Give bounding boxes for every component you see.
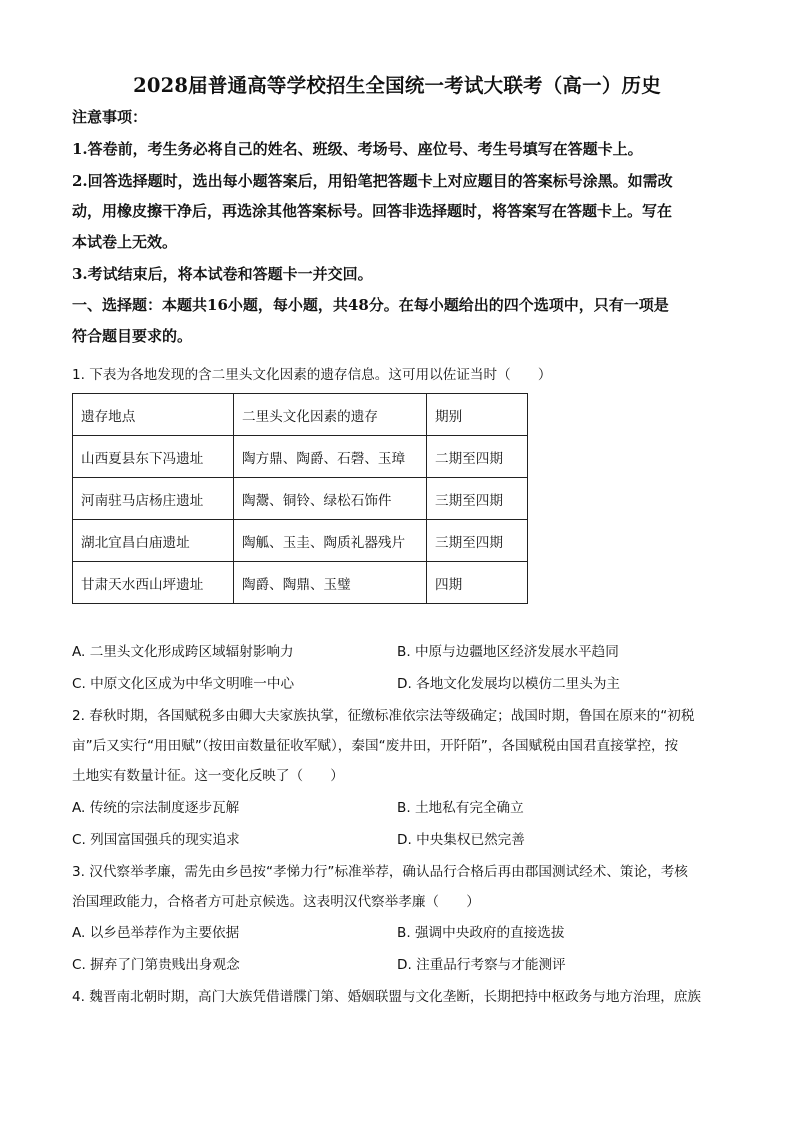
- question-1-option-c: C. 中原文化区成为中华文明唯一中心: [72, 676, 295, 692]
- section-1-line-2: 符合题目要求的。: [72, 327, 193, 345]
- question-1-option-b: B. 中原与边疆地区经济发展水平趋同: [397, 644, 619, 660]
- table-row: [73, 520, 528, 562]
- table-row: [73, 562, 528, 604]
- table-row: [73, 436, 528, 478]
- question-3-option-b: B. 强调中央政府的直接选拔: [397, 925, 565, 941]
- table-cell: 三期至四期: [427, 520, 528, 562]
- table-row: [73, 478, 528, 520]
- question-2-option-d: D. 中央集权已然完善: [397, 832, 525, 848]
- table-header-cell: 期别: [427, 394, 528, 436]
- table-cell: 甘肃天水西山坪遗址: [73, 562, 234, 604]
- question-2-option-c: C. 列国富国强兵的现实追求: [72, 832, 240, 848]
- question-4-line-1: 4. 魏晋南北朝时期，高门大族凭借谱牒门第、婚姻联盟与文化垄断，长期把持中枢政务与地方治理，庶族: [72, 989, 702, 1005]
- question-2-line-3: 土地实有数量计征。这一变化反映了（ ）: [72, 768, 344, 784]
- question-3-option-d: D. 注重品行考察与才能测评: [397, 957, 566, 973]
- table-cell: 二期至四期: [427, 436, 528, 478]
- question-3-option-a: A. 以乡邑举荐作为主要依据: [72, 925, 240, 941]
- notice-heading: 注意事项：: [72, 108, 148, 126]
- table-header-row: [73, 394, 528, 436]
- table-cell: 陶方鼎、陶爵、石磬、玉璋: [234, 436, 427, 478]
- question-2-line-2: 亩”后又实行“用田赋”（按田亩数量征收军赋），秦国“废井田，开阡陌”，各国赋税由国君直接掌控，按: [72, 738, 679, 754]
- table-cell: 陶爵、陶鼎、玉璧: [234, 562, 427, 604]
- table-cell: 陶觚、玉圭、陶质礼器残片: [234, 520, 427, 562]
- question-3-line-2: 治国理政能力，合格者方可赴京候选。这表明汉代察举孝廉（ ）: [72, 894, 480, 910]
- table-header-cell: 遗存地点: [73, 394, 234, 436]
- question-2-option-a: A. 传统的宗法制度逐步瓦解: [72, 800, 240, 816]
- question-3-option-c: C. 摒弃了门第贵贱出身观念: [72, 957, 240, 973]
- notice-item-3: 3.考试结束后，将本试卷和答题卡一并交回。: [72, 265, 373, 283]
- question-1-table: [72, 393, 528, 604]
- question-2-line-1: 2. 春秋时期，各国赋税多由卿大夫家族执掌，征缴标准依宗法等级确定；战国时期，鲁国在原来的“初税: [72, 708, 695, 724]
- question-2-option-b: B. 土地私有完全确立: [397, 800, 524, 816]
- notice-item-1: 1.答卷前，考生务必将自己的姓名、班级、考场号、座位号、考生号填写在答题卡上。: [72, 140, 643, 158]
- notice-item-2-line-2: 动，用橡皮擦干净后，再选涂其他答案标号。回答非选择题时，将答案写在答题卡上。写在: [72, 202, 673, 220]
- exam-title: 2028届普通高等学校招生全国统一考试大联考（高一）历史: [133, 74, 661, 97]
- table-cell: 三期至四期: [427, 478, 528, 520]
- table-cell: 湖北宜昌白庙遗址: [73, 520, 234, 562]
- question-1-stem: 1. 下表为各地发现的含二里头文化因素的遗存信息。这可用以佐证当时（ ）: [72, 367, 552, 383]
- table-header-cell: 二里头文化因素的遗存: [234, 394, 427, 436]
- question-1-option-d: D. 各地文化发展均以模仿二里头为主: [397, 676, 621, 692]
- notice-item-2-line-1: 2.回答选择题时，选出每小题答案后，用铅笔把答题卡上对应题目的答案标号涂黑。如需改: [72, 172, 673, 190]
- notice-item-2-line-3: 本试卷上无效。: [72, 233, 178, 251]
- section-1-line-1: 一、选择题：本题共16小题，每小题，共48分。在每小题给出的四个选项中，只有一项是: [72, 296, 669, 314]
- table-cell: 四期: [427, 562, 528, 604]
- table-cell: 河南驻马店杨庄遗址: [73, 478, 234, 520]
- question-1-option-a: A. 二里头文化形成跨区域辐射影响力: [72, 644, 294, 660]
- table-cell: 山西夏县东下冯遗址: [73, 436, 234, 478]
- table-cell: 陶鬶、铜铃、绿松石饰件: [234, 478, 427, 520]
- question-3-line-1: 3. 汉代察举孝廉，需先由乡邑按“孝悌力行”标准举荐，确认品行合格后再由郡国测试经术、策论，考核: [72, 864, 688, 880]
